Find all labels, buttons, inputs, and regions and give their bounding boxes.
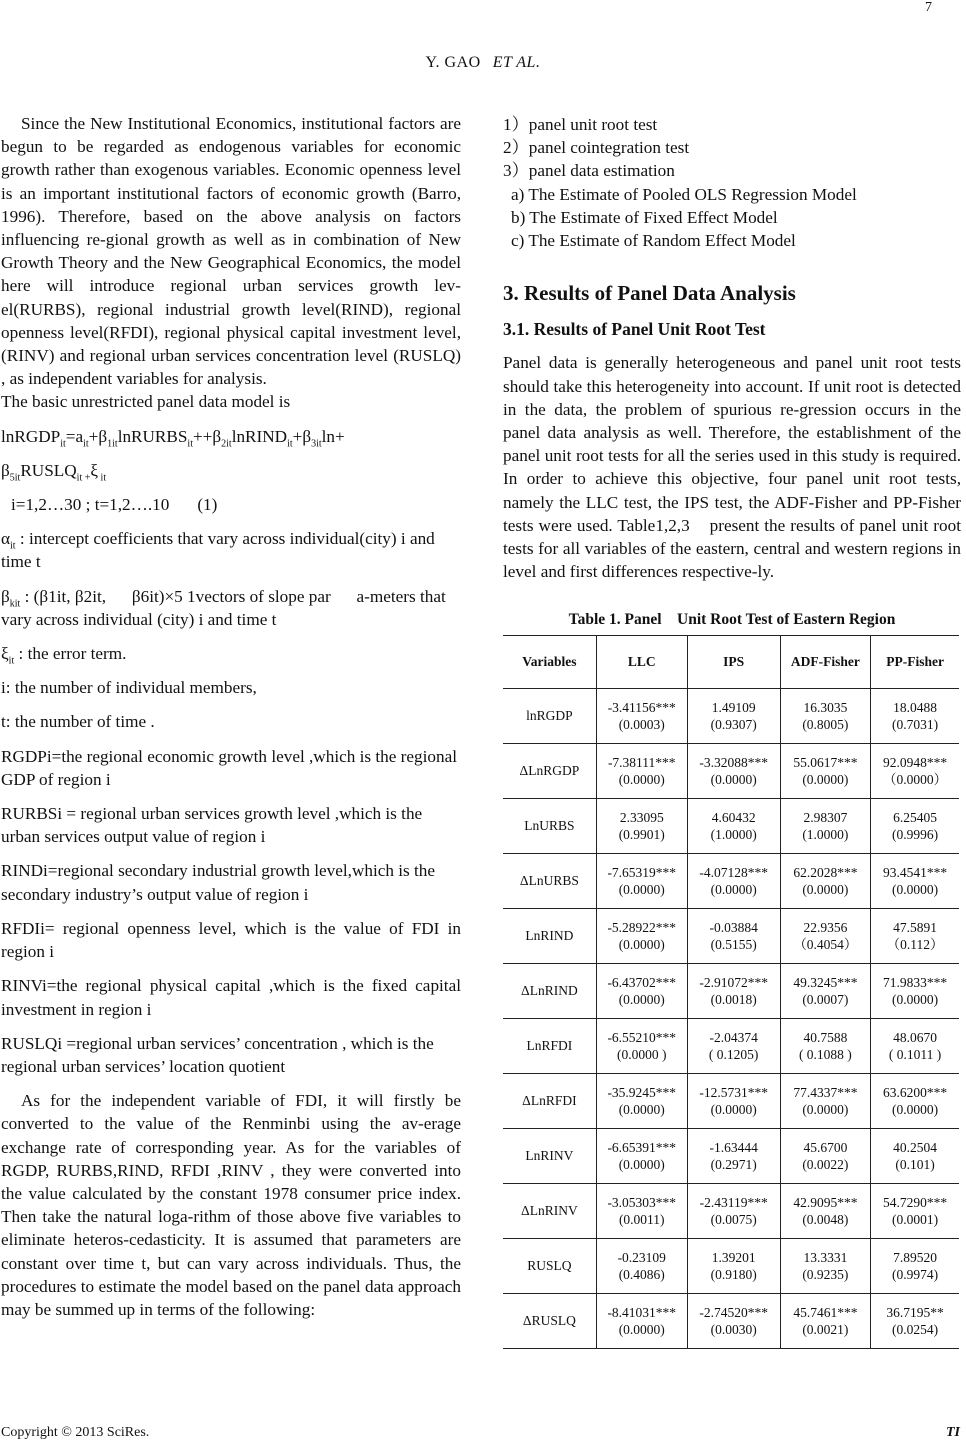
variable-cell: ΔLnRGDP [503, 743, 596, 798]
table-row [503, 908, 959, 963]
table-row [503, 743, 959, 798]
stat-cell [596, 853, 687, 908]
model-equation: $lnRGDP_{it}=a_{it}+\beta_{1it}lnRURBS_{it}++\beta_{2it}lnRIND_{it}+\beta_{3it}\ln+$ [1, 426, 345, 450]
test-statistic: 71.9833*** [883, 974, 948, 990]
test-statistic: -35.9245*** [607, 1084, 677, 1100]
table-row [503, 853, 959, 908]
stat-cell [780, 1073, 871, 1128]
test-statistic: 48.0670 [893, 1029, 938, 1045]
p-value: (0.0000) [618, 1156, 665, 1172]
p-value: (0.0000) [802, 771, 849, 787]
stat-cell [871, 1073, 959, 1128]
fdi-paragraph: As for the independent variable of FDI, it will firstly be converted to the value of the Renminbi using the av-erage exchange rate of corresponding year. As for the variables of RGDP, RURBS,RIND, RFDI ,RINV , they were converted into the value calculated by the constant 1978 consumer price index. Then take the natural loga-rithm of those above five variables to eliminate heteros-cedasticity. It is assumed that parameters are constant over time t, but can vary across individuals. Thus, the procedures to estimate the model based on the panel data approach may be summed up in terms of the following: [1, 1091, 479, 1319]
stat-cell [780, 853, 871, 908]
p-value: (0.0021) [802, 1321, 849, 1337]
col-header-pp-fisher: PP-Fisher [871, 635, 959, 688]
test-statistic: 40.7588 [803, 1029, 848, 1045]
col-header-adf-fisher: ADF-Fisher [780, 635, 871, 688]
p-value: (0.0022) [802, 1156, 849, 1172]
test-statistic: 63.6200*** [883, 1084, 948, 1100]
stat-cell [596, 1073, 687, 1128]
substep-c: c) The Estimate of Random Effect Model [511, 231, 796, 251]
test-statistic: -5.28922*** [607, 919, 677, 935]
stat-cell [687, 688, 780, 743]
alpha-definition: $\alpha_{it}$ : intercept coefficients that vary across individual(city) i and time t [1, 529, 435, 572]
def-rinv: RINVi=the regional physical capital ,which is the fixed capital investment in region i [1, 976, 461, 1019]
p-value: (0.9180) [710, 1266, 757, 1282]
p-value: (0.9307) [710, 716, 757, 732]
stat-cell [596, 908, 687, 963]
p-value: (0.9235) [802, 1266, 849, 1282]
p-value: (0.0000) [618, 771, 665, 787]
stat-cell [687, 1183, 780, 1238]
stat-cell [871, 1293, 959, 1348]
test-statistic: -4.07128*** [699, 864, 768, 880]
stat-cell [596, 1183, 687, 1238]
stat-cell [596, 798, 687, 853]
p-value: (0.0000) [892, 1101, 939, 1117]
stat-cell [871, 688, 959, 743]
p-value: （0.0000） [883, 771, 948, 787]
stat-cell [687, 743, 780, 798]
p-value: (0.0000) [618, 1101, 665, 1117]
stat-cell [780, 1238, 871, 1293]
beta-definition: $\beta_{kit}$ : (β1it, β2it, β6it)×5 1vectors of slope par a-meters that vary across individual (city) i and time t [1, 586, 451, 629]
test-statistic: -2.74520*** [699, 1304, 768, 1320]
def-rgdp: RGDPi=the regional economic growth level ,which is the regional GDP of region i [1, 746, 457, 789]
p-value: (0.0000) [892, 881, 939, 897]
test-statistic: -1.63444 [709, 1139, 758, 1155]
p-value: (1.0000) [710, 826, 757, 842]
table-row [503, 688, 959, 743]
model-equation-cont: $\beta_{5it}RUSLQ_{it +}\xi$ $_{it}$ [1, 460, 107, 484]
step-2: 2）panel cointegration test [503, 138, 690, 158]
p-value: (0.0000) [802, 881, 849, 897]
page-number: 7 [925, 0, 932, 15]
p-value: ( 0.1088 ) [798, 1046, 852, 1062]
p-value: (0.0000) [618, 936, 665, 952]
copyright: Copyright © 2013 SciRes. [1, 1425, 150, 1440]
step-1: 1）panel unit root test [503, 115, 658, 134]
stat-cell [871, 1128, 959, 1183]
test-statistic: 49.3245*** [793, 974, 858, 990]
p-value: (1.0000) [802, 826, 849, 842]
p-value: ( 0.1011 ) [888, 1046, 942, 1062]
p-value: (0.0003) [618, 716, 665, 732]
col-header-llc: LLC [596, 635, 687, 688]
p-value: (0.2971) [710, 1156, 757, 1172]
stat-cell [687, 963, 780, 1018]
p-value: (0.0000) [802, 1101, 849, 1117]
xi-definition: $\xi_{it}$ : the error term. [1, 644, 127, 667]
col-header-ips: IPS [687, 635, 780, 688]
test-statistic: 45.6700 [803, 1139, 848, 1155]
p-value: (0.0000) [710, 1101, 757, 1117]
test-statistic: -2.43119*** [699, 1194, 768, 1210]
substep-b: b) The Estimate of Fixed Effect Model [511, 207, 778, 227]
stat-cell [780, 1128, 871, 1183]
test-statistic: 92.0948*** [883, 754, 948, 770]
model-intro: The basic unrestricted panel data model is [1, 392, 291, 412]
test-statistic: 40.2504 [893, 1139, 938, 1155]
stat-cell [780, 908, 871, 963]
stat-cell [687, 1018, 780, 1073]
p-value: (0.9974) [892, 1266, 939, 1282]
test-statistic: 36.7195** [886, 1304, 944, 1320]
stat-cell [687, 798, 780, 853]
test-statistic: -12.5731*** [699, 1084, 768, 1100]
test-statistic: 54.7290*** [883, 1194, 948, 1210]
p-value: (0.0048) [802, 1211, 849, 1227]
intro-paragraph: Since the New Institutional Economics, institutional factors are begun to be regarded as endogenous variables for economic growth rather than exogenous variables. Economic openness level is an important institutional factors of economic growth (Barro, 1996). Therefore, based on the above analysis on factors influencing re-gional growth as well as in combination of New Growth Theory and the New Geographical Economics, the model here will introduce regional urban services growth lev-el(RURBS), regional industrial growth level(RIND), regional openness level(RFDI), regional physical capital investment level,(RINV) and regional urban services concentration level (RUSLQ) , as independent variables for analysis. [1, 114, 461, 389]
stat-cell [687, 1238, 780, 1293]
p-value: (0.0018) [710, 991, 757, 1007]
stat-cell [780, 1018, 871, 1073]
table-header-row [503, 635, 959, 688]
table-row [503, 963, 959, 1018]
p-value: (0.0000) [892, 991, 939, 1007]
p-value: (0.5155) [710, 936, 757, 952]
p-value: (0.0000) [618, 991, 665, 1007]
p-value: (0.7031) [892, 716, 939, 732]
variable-cell: LnURBS [503, 798, 596, 853]
table-row [503, 798, 959, 853]
def-rfdi: RFDIi= regional openness level, which is the value of FDI in region i [1, 918, 461, 962]
substep-a: a) The Estimate of Pooled OLS Regression Model [511, 184, 857, 204]
stat-cell [871, 1238, 959, 1293]
stat-cell [871, 798, 959, 853]
stat-cell [780, 743, 871, 798]
stat-cell [780, 688, 871, 743]
p-value: (0.0254) [892, 1321, 939, 1337]
p-value: (0.0007) [802, 991, 849, 1007]
running-etal: ET AL. [492, 54, 541, 71]
test-statistic: 22.9356 [803, 919, 848, 935]
test-statistic: 55.0617*** [793, 754, 858, 770]
running-author: Y. GAO [425, 54, 481, 71]
def-ruslq: RUSLQi =regional urban services’ concentration , which is the regional urban services’ location quotient [1, 1033, 434, 1076]
p-value: （0.4054） [793, 936, 858, 952]
test-statistic: 93.4541*** [883, 864, 948, 880]
stat-cell [780, 798, 871, 853]
test-statistic: -3.41156*** [607, 699, 676, 715]
test-statistic: -7.65319*** [607, 864, 677, 880]
step-3: 3）panel data estimation [503, 161, 675, 181]
table-row [503, 1183, 959, 1238]
col-header-variables: Variables [503, 635, 596, 688]
stat-cell [596, 743, 687, 798]
test-statistic: 6.25405 [893, 809, 938, 825]
running-head [0, 54, 966, 72]
stat-cell [687, 1128, 780, 1183]
variable-cell: ΔLnURBS [503, 853, 596, 908]
stat-cell [596, 1128, 687, 1183]
p-value: (0.0001) [892, 1211, 939, 1227]
test-statistic: -3.32088*** [699, 754, 768, 770]
test-statistic: 2.98307 [803, 809, 848, 825]
variable-cell: ΔLnRFDI [503, 1073, 596, 1128]
journal-code: TI [946, 1425, 960, 1440]
stat-cell [780, 963, 871, 1018]
test-statistic: 1.49109 [711, 699, 756, 715]
variable-cell: ΔRUSLQ [503, 1293, 596, 1348]
test-statistic: 16.3035 [803, 699, 848, 715]
index-line: i=1,2…30 ; t=1,2….10 (1) [11, 495, 218, 515]
stat-cell [871, 963, 959, 1018]
test-statistic: 18.0488 [893, 699, 938, 715]
p-value: (0.0000) [618, 1321, 665, 1337]
test-statistic: -2.91072*** [699, 974, 768, 990]
p-value: (0.0075) [710, 1211, 757, 1227]
stat-cell [596, 963, 687, 1018]
stat-cell [596, 1293, 687, 1348]
section-paragraph: Panel data is generally heterogeneous and panel unit root tests should take this heterogeneity into account. If unit root is detected in the data, the problem of spurious re-gression occurs in the panel data analysis as well. Therefore, the establishment of the panel unit root tests for all the series used in this study is required. In order to achieve this objective, four panel unit root tests, namely the LLC test, the IPS test, the ADF-Fisher and PP-Fisher tests were used. Table1,2,3 present the results of panel unit root tests for all variables of the eastern, central and western regions in level and first differences respective-ly. [503, 353, 966, 582]
test-statistic: -0.23109 [617, 1249, 666, 1265]
table-row [503, 1128, 959, 1183]
variable-cell: LnRINV [503, 1128, 596, 1183]
variable-cell: ΔLnRIND [503, 963, 596, 1018]
table-row [503, 1018, 959, 1073]
test-statistic: -6.43702*** [607, 974, 677, 990]
def-i: i: the number of individual members, [1, 678, 257, 698]
stat-cell [687, 1073, 780, 1128]
test-statistic: -8.41031*** [607, 1304, 677, 1320]
equation-number: (1) [197, 495, 218, 515]
stat-cell [871, 908, 959, 963]
p-value: (0.0000) [710, 881, 757, 897]
stat-cell [687, 853, 780, 908]
test-statistic: 4.60432 [711, 809, 756, 825]
stat-cell [687, 908, 780, 963]
variable-cell: lnRGDP [503, 688, 596, 743]
stat-cell [596, 688, 687, 743]
stat-cell [871, 1183, 959, 1238]
p-value: ( 0.1205) [708, 1046, 759, 1062]
test-statistic: -0.03884 [709, 919, 758, 935]
test-statistic: 2.33095 [619, 809, 664, 825]
test-statistic: 13.3331 [803, 1249, 848, 1265]
left-column [1, 112, 479, 1321]
p-value: (0.9996) [892, 826, 939, 842]
def-rurbs: RURBSi = regional urban services growth level ,which is the urban services output value of region i [1, 804, 423, 847]
p-value: (0.101) [895, 1156, 935, 1172]
table-caption: Table 1. Panel Unit Root Test of Eastern Region [568, 611, 896, 629]
test-statistic: 42.9095*** [793, 1194, 858, 1210]
section-heading: 3. Results of Panel Data Analysis [503, 281, 796, 306]
variable-cell: ΔLnRINV [503, 1183, 596, 1238]
p-value: (0.9901) [618, 826, 665, 842]
stat-cell [871, 853, 959, 908]
table-row [503, 1073, 959, 1128]
stat-cell [780, 1293, 871, 1348]
stat-cell [871, 743, 959, 798]
test-statistic: 77.4337*** [793, 1084, 858, 1100]
p-value: (0.0000 ) [617, 1046, 667, 1062]
unit-root-table [503, 635, 959, 1349]
p-value: (0.0030) [710, 1321, 757, 1337]
variable-cell: LnRIND [503, 908, 596, 963]
test-statistic: -6.65391*** [607, 1139, 677, 1155]
def-t: t: the number of time . [1, 712, 155, 732]
subsection-heading: 3.1. Results of Panel Unit Root Test [503, 319, 766, 340]
p-value: （0.112） [886, 936, 944, 952]
p-value: (0.0000) [710, 771, 757, 787]
table-row [503, 1238, 959, 1293]
test-statistic: 62.2028*** [793, 864, 858, 880]
table-row [503, 1293, 959, 1348]
p-value: (0.0011) [618, 1211, 665, 1227]
stat-cell [780, 1183, 871, 1238]
right-column [503, 113, 966, 1349]
test-statistic: 1.39201 [711, 1249, 756, 1265]
test-statistic: 7.89520 [893, 1249, 938, 1265]
test-statistic: -2.04374 [709, 1029, 758, 1045]
stat-cell [596, 1238, 687, 1293]
test-statistic: -6.55210*** [607, 1029, 677, 1045]
p-value: (0.0000) [618, 881, 665, 897]
test-statistic: -7.38111*** [607, 754, 676, 770]
stat-cell [687, 1293, 780, 1348]
test-statistic: 47.5891 [893, 919, 938, 935]
stat-cell [871, 1018, 959, 1073]
variable-cell: LnRFDI [503, 1018, 596, 1073]
test-statistic: -3.05303*** [607, 1194, 677, 1210]
p-value: (0.4086) [618, 1266, 665, 1282]
variable-cell: RUSLQ [503, 1238, 596, 1293]
def-rind: RINDi=regional secondary industrial growth level,which is the secondary industry’s output value of region i [1, 861, 436, 904]
stat-cell [596, 1018, 687, 1073]
p-value: (0.8005) [802, 716, 849, 732]
test-statistic: 45.7461*** [793, 1304, 858, 1320]
